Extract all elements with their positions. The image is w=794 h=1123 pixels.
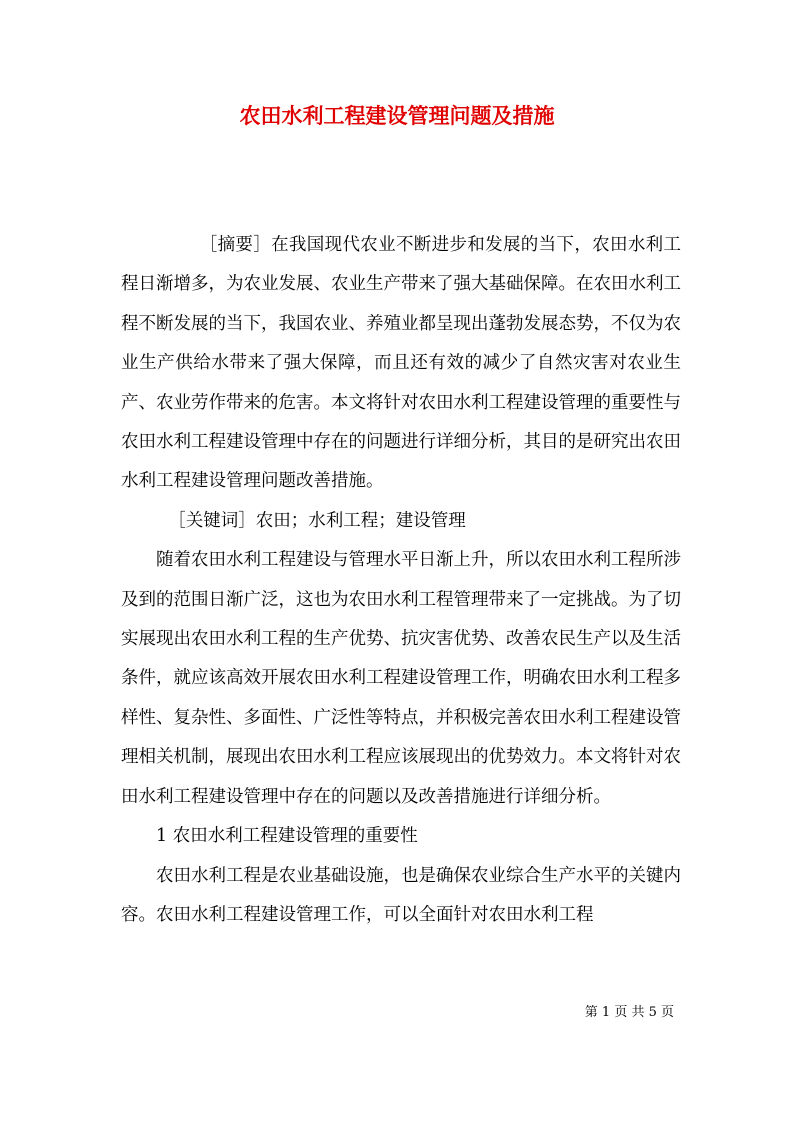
section-heading: 1 农田水利工程建设管理的重要性: [156, 826, 418, 847]
intro-paragraph: 随着农田水利工程建设与管理水平日渐上升，所以农田水利工程所涉及到的范围日渐广泛，这也为农田水利工程管理带来了一定挑战。为了切实展现出农田水利工程的生产优势、抗灾害优势、改善农民生产以及生活条件，就应该高效开展农田水利工程建设管理工作，明确农田水利工程多样性、复杂性、多面性、广泛性等特点，并积极完善农田水利工程建设管理相关机制，展现出农田水利工程应该展现出的优势效力。本文将针对农田水利工程建设管理中存在的问题以及改善措施进行详细分析。: [121, 550, 681, 807]
keywords-paragraph: ［关键词］农田；水利工程；建设管理: [168, 510, 466, 531]
document-body: [121, 226, 681, 935]
section-paragraph: 农田水利工程是农业基础设施，也是确保农业综合生产水平的关键内容。农田水利工程建设管理工作，可以全面针对农田水利工程: [121, 865, 681, 925]
page-number-footer: 第 1 页 共 5 页: [584, 1005, 674, 1020]
abstract-paragraph: ［摘要］在我国现代农业不断进步和发展的当下，农田水利工程日渐增多，为农业发展、农业生产带来了强大基础保障。在农田水利工程不断发展的当下，我国农业、养殖业都呈现出蓬勃发展态势，不仅为农业生产供给水带来了强大保障，而且还有效的减少了自然灾害对农业生产、农业劳作带来的危害。本文将针对农田水利工程建设管理的重要性与农田水利工程建设管理中存在的问题进行详细分析，其目的是研究出农田水利工程建设管理问题改善措施。: [121, 235, 681, 492]
document-title: 农田水利工程建设管理问题及措施: [239, 103, 555, 128]
